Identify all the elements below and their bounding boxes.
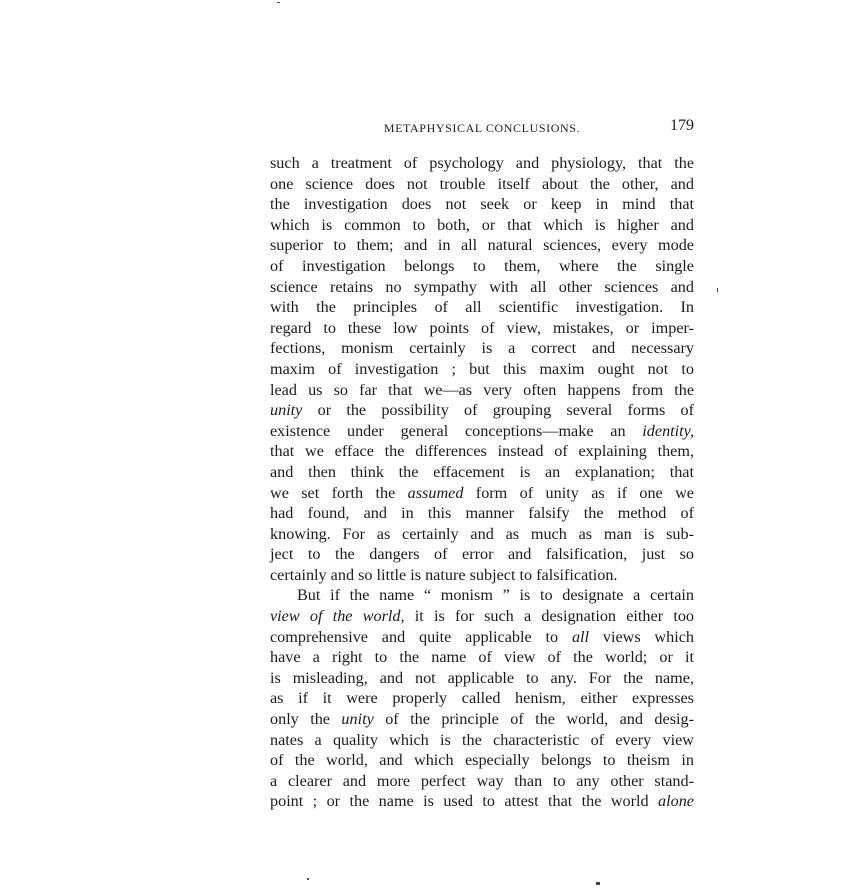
text-line: view of the world, it is for such a designation either too: [270, 607, 695, 626]
italic-text: all: [571, 627, 590, 646]
italic-text: unity: [341, 710, 374, 729]
text-line: with the principles of all scientific investigation. In: [270, 298, 694, 317]
text-line: superior to them; and in all natural sciences, every mode: [270, 236, 694, 255]
italic-text: unity: [270, 401, 303, 420]
text-line: unity or the possibility of grouping several forms of: [270, 401, 694, 420]
text-line: is misleading, and not applicable to any. For the name,: [270, 668, 694, 687]
text-line: point ; or the name is used to attest that the world alone: [270, 792, 694, 811]
text-line: we set forth the assumed form of unity as if one we: [270, 483, 694, 502]
italic-text: identity,: [642, 421, 694, 440]
text-line: had found, and in this manner falsify the method of: [270, 504, 694, 523]
scan-speck: [277, 2, 280, 3]
scan-speck: [717, 288, 718, 292]
text-line: such a treatment of psychology and physiology, that the: [270, 154, 694, 172]
paragraph-first-line: But if the name “ monism ” is to designate a certain: [297, 586, 694, 605]
italic-text: view of the world,: [270, 607, 405, 626]
text-line: which is common to both, or that which is higher and: [270, 215, 694, 234]
text-line: of investigation belongs to them, where the single: [270, 256, 694, 275]
running-title: METAPHYSICAL CONCLUSIONS.: [383, 121, 581, 135]
text-line: maxim of investigation ; but this maxim ought not to: [270, 359, 694, 378]
text-line: ject to the dangers of error and falsification, just so: [270, 545, 694, 564]
text-line: the investigation does not seek or keep in mind that: [270, 195, 694, 214]
text-line: nates a quality which is the characteristic of every view: [270, 730, 694, 749]
text-line: certainly and so little is nature subject to falsification.: [270, 565, 618, 584]
text-line: of the world, and which especially belongs to theism in: [270, 751, 694, 770]
text-line: that we efface the differences instead of explaining them,: [270, 442, 694, 461]
italic-text: alone: [658, 792, 694, 811]
scan-speck: [307, 878, 309, 880]
text-line: science retains no sympathy with all other sciences and: [270, 277, 694, 296]
text-line: knowing. For as certainly and as much as man is sub-: [270, 524, 694, 543]
text-line: lead us so far that we—as very often happens from the: [270, 380, 694, 399]
scan-speck: [596, 882, 600, 885]
text-line: a clearer and more perfect way than to any other stand-: [270, 771, 694, 790]
text-line: existence under general conceptions—make an identity,: [270, 421, 694, 440]
text-line: and then think the effacement is an explanation; that: [270, 462, 694, 481]
text-line: comprehensive and quite applicable to all views which: [270, 627, 694, 646]
page-number: 179: [670, 117, 694, 134]
page-header: [270, 118, 694, 138]
text-line: only the unity of the principle of the world, and desig-: [270, 710, 694, 729]
text-line: regard to these low points of view, mistakes, or imper-: [270, 318, 694, 337]
italic-text: assumed: [407, 483, 464, 502]
body-text: [270, 153, 694, 812]
text-line: have a right to the name of view of the world; or it: [270, 648, 694, 667]
text-line: as if it were properly called henism, either expresses: [270, 689, 694, 708]
text-line: fections, monism certainly is a correct and necessary: [270, 339, 694, 358]
text-line: one science does not trouble itself about the other, and: [270, 174, 694, 193]
